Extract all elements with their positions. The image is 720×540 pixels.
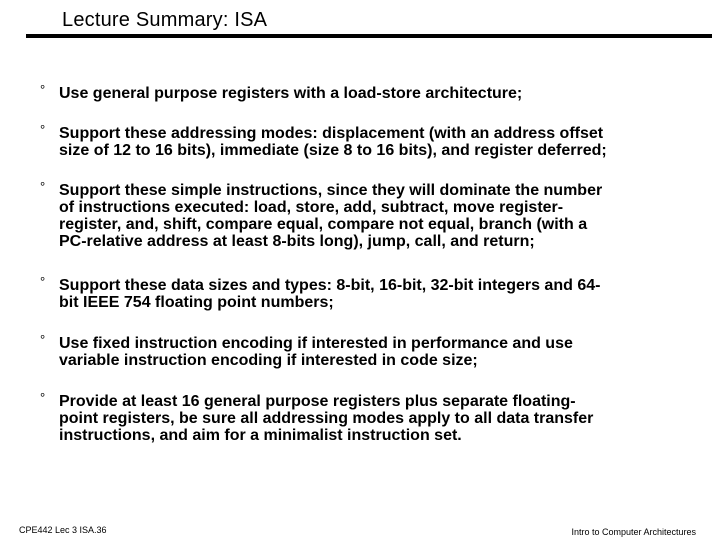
- bullet-line: size of 12 to 16 bits), immediate (size 8 to 16 bits), and register deferred;: [59, 142, 607, 159]
- footer-course-title: Intro to Computer Architectures: [571, 527, 696, 537]
- footer-course-label: CPE442 Lec 3 ISA.36: [19, 525, 107, 535]
- bullet-line: Use fixed instruction encoding if interested in performance and use: [59, 335, 573, 352]
- bullet-text: [59, 277, 699, 311]
- bullet-line: instructions, and aim for a minimalist instruction set.: [59, 427, 462, 444]
- bullet-line: variable instruction encoding if interested in code size;: [59, 352, 478, 369]
- bullet-line: Support these addressing modes: displacement (with an address offset: [59, 125, 604, 142]
- bullet-text: [59, 125, 699, 159]
- bullet-line: point registers, be sure all addressing modes apply to all data transfer: [59, 410, 594, 427]
- bullet-marker: °: [40, 179, 46, 194]
- bullet-line: Support these data sizes and types: 8-bit, 16-bit, 32-bit integers and 64-: [59, 277, 601, 294]
- title-rule: [26, 34, 712, 38]
- bullet-line: of instructions executed: load, store, add, subtract, move register-: [59, 199, 564, 216]
- bullet-line: register, and, shift, compare equal, compare not equal, branch (with a: [59, 216, 588, 233]
- bullet-text: [59, 85, 699, 102]
- bullet-marker: °: [40, 122, 46, 137]
- bullet-marker: °: [40, 82, 46, 97]
- bullet-line: Provide at least 16 general purpose registers plus separate floating-: [59, 393, 576, 410]
- bullet-marker: °: [40, 390, 46, 405]
- bullet-text: [59, 182, 699, 250]
- bullet-text: [59, 393, 699, 444]
- bullet-line: Use general purpose registers with a load-store architecture;: [59, 85, 523, 102]
- bullet-marker: °: [40, 332, 46, 347]
- bullet-marker: °: [40, 274, 46, 289]
- bullet-line: bit IEEE 754 floating point numbers;: [59, 294, 334, 311]
- slide-title: Lecture Summary: ISA: [62, 9, 268, 31]
- bullet-line: Support these simple instructions, since they will dominate the number: [59, 182, 603, 199]
- bullet-line: PC-relative address at least 8-bits long), jump, call, and return;: [59, 233, 535, 250]
- bullet-text: [59, 335, 699, 369]
